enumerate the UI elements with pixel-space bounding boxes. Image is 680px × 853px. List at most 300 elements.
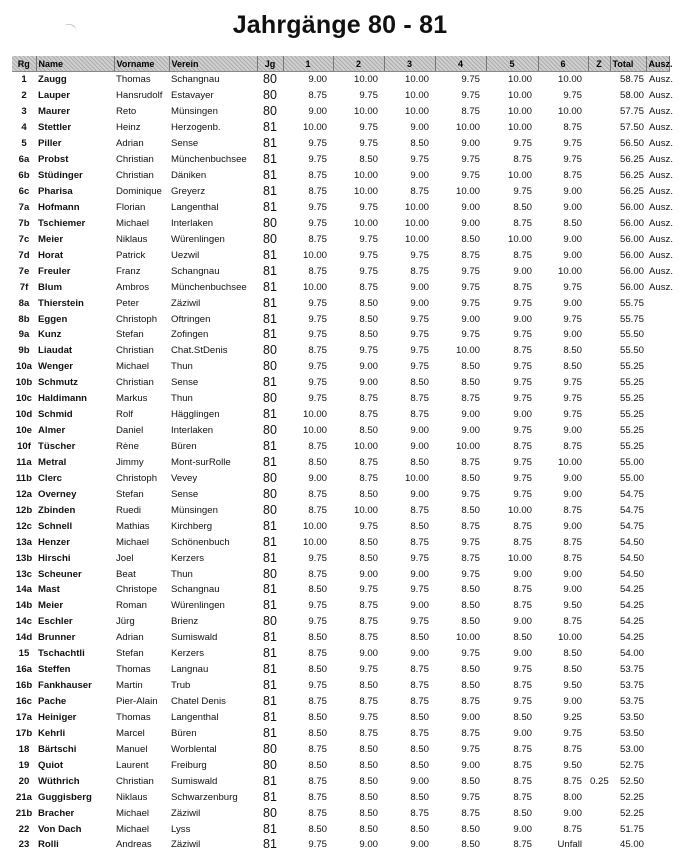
rank-cell: 20 — [18, 775, 30, 787]
shot-3-cell: 9.75 — [410, 584, 429, 596]
shot-6-cell: 9.25 — [563, 711, 582, 723]
header-shot-3: 3 — [384, 56, 435, 72]
shot-6-cell: 9.75 — [563, 409, 582, 421]
club-cell: Interlaken — [171, 425, 214, 437]
award-cell — [646, 646, 669, 662]
shot-4-cell: 8.50 — [461, 680, 480, 692]
award-cell — [646, 566, 669, 582]
total-cell: 54.25 — [619, 632, 644, 644]
shot-4-cell: 9.75 — [461, 536, 480, 548]
shot-3-cell: 9.75 — [410, 361, 429, 373]
table-row — [12, 391, 669, 407]
shot-1-cell: 9.75 — [308, 217, 327, 229]
shot-1-cell: 9.75 — [308, 313, 327, 325]
shot-1-cell: 10.00 — [302, 425, 327, 437]
shot-3-cell: 8.50 — [410, 520, 429, 532]
shot-2-cell: 10.00 — [353, 217, 378, 229]
rank-cell: 6a — [18, 154, 30, 166]
name-cell: Thierstein — [38, 297, 84, 309]
shot-2-cell: 8.75 — [359, 600, 378, 612]
shot-1-cell: 8.75 — [308, 504, 327, 516]
award-cell: Ausz. — [649, 186, 673, 198]
table-row — [12, 598, 669, 614]
award-cell: Ausz. — [649, 233, 673, 245]
shot-1-cell: 8.75 — [308, 233, 327, 245]
firstname-cell: Hansrudolf — [116, 90, 163, 102]
shot-5-cell: 9.75 — [513, 696, 532, 708]
club-cell: Kirchberg — [171, 520, 213, 532]
club-cell: Zäziwil — [171, 807, 201, 819]
rank-cell: 10e — [15, 425, 32, 437]
total-cell: 54.75 — [619, 520, 644, 532]
shot-3-cell: 8.75 — [410, 680, 429, 692]
rank-cell: 13c — [15, 568, 32, 580]
year-cell: 81 — [263, 247, 277, 262]
year-cell: 80 — [263, 566, 277, 581]
header-shot-5: 5 — [486, 56, 538, 72]
shot-4-cell: 9.00 — [461, 138, 480, 150]
year-cell: 80 — [263, 470, 277, 485]
award-cell — [646, 534, 669, 550]
total-cell: 55.25 — [619, 441, 644, 453]
shot-6-cell: 8.50 — [563, 664, 582, 676]
shot-3-cell: 10.00 — [404, 90, 429, 102]
club-cell: Langenthal — [171, 201, 219, 213]
year-cell: 81 — [263, 199, 277, 214]
shot-4-cell: 9.75 — [461, 743, 480, 755]
firstname-cell: Jimmy — [116, 456, 144, 468]
club-cell: Schangnau — [171, 74, 220, 86]
table-row — [12, 837, 669, 853]
shot-4-cell: 8.75 — [461, 249, 480, 261]
name-cell: Lauper — [38, 90, 70, 102]
shot-1-cell: 8.75 — [308, 265, 327, 277]
z-cell — [588, 821, 610, 837]
rank-cell: 2 — [21, 90, 27, 102]
shot-4-cell: 8.75 — [461, 106, 480, 118]
shot-5-cell: 8.75 — [513, 345, 532, 357]
rank-cell: 5 — [21, 138, 27, 150]
total-cell: 52.25 — [619, 791, 644, 803]
shot-2-cell: 10.00 — [353, 504, 378, 516]
total-cell: 55.00 — [619, 456, 644, 468]
z-cell — [588, 327, 610, 343]
award-cell: Ausz. — [649, 201, 673, 213]
shot-5-cell: 10.00 — [507, 233, 532, 245]
shot-2-cell: 8.75 — [359, 281, 378, 293]
year-cell: 81 — [263, 582, 277, 597]
name-cell: Probst — [38, 154, 69, 166]
shot-1-cell: 8.50 — [308, 584, 327, 596]
z-cell — [588, 486, 610, 502]
name-cell: Brunner — [38, 632, 76, 644]
shot-5-cell: 9.00 — [513, 313, 532, 325]
firstname-cell: Michael — [116, 536, 150, 548]
shot-5-cell: 9.00 — [513, 727, 532, 739]
shot-5-cell: 9.00 — [513, 265, 532, 277]
shot-4-cell: 9.75 — [461, 74, 480, 86]
award-cell — [646, 837, 669, 853]
year-cell: 81 — [263, 454, 277, 469]
rank-cell: 3 — [21, 106, 27, 118]
shot-5-cell: 8.50 — [513, 807, 532, 819]
total-cell: 53.50 — [619, 711, 644, 723]
z-cell — [588, 311, 610, 327]
shot-4-cell: 8.50 — [461, 504, 480, 516]
shot-6-cell: 9.75 — [563, 90, 582, 102]
total-cell: 55.75 — [619, 313, 644, 325]
shot-4-cell: 9.75 — [461, 265, 480, 277]
table-row — [12, 757, 669, 773]
club-cell: Kerzers — [171, 552, 205, 564]
rank-cell: 7a — [18, 201, 30, 213]
shot-5-cell: 10.00 — [507, 552, 532, 564]
shot-3-cell: 9.75 — [410, 345, 429, 357]
firstname-cell: Laurent — [116, 759, 149, 771]
z-cell — [588, 343, 610, 359]
shot-3-cell: 8.50 — [410, 823, 429, 835]
shot-6-cell: 9.00 — [563, 472, 582, 484]
shot-3-cell: 10.00 — [404, 472, 429, 484]
rank-cell: 12a — [15, 488, 32, 500]
club-cell: Langnau — [171, 664, 209, 676]
total-cell: 51.75 — [619, 823, 644, 835]
award-cell: Ausz. — [649, 217, 673, 229]
shot-4-cell: 8.50 — [461, 775, 480, 787]
shot-5-cell: 9.75 — [513, 456, 532, 468]
award-cell — [646, 391, 669, 407]
shot-6-cell: 9.00 — [563, 425, 582, 437]
shot-3-cell: 9.75 — [410, 552, 429, 564]
name-cell: Schmid — [38, 409, 73, 421]
shot-4-cell: 8.75 — [461, 807, 480, 819]
rank-cell: 17b — [15, 727, 33, 739]
award-cell — [646, 710, 669, 726]
rank-cell: 16a — [15, 664, 32, 676]
year-cell: 80 — [263, 805, 277, 820]
shot-6-cell: 8.00 — [563, 791, 582, 803]
club-cell: Schangnau — [171, 584, 220, 596]
club-cell: Würenlingen — [171, 600, 225, 612]
shot-3-cell: 9.00 — [410, 425, 429, 437]
shot-3-cell: 8.75 — [410, 727, 429, 739]
year-cell: 81 — [263, 646, 277, 661]
shot-5-cell: 8.75 — [513, 281, 532, 293]
table-row — [12, 741, 669, 757]
rank-cell: 14d — [15, 632, 33, 644]
shot-6-cell: 9.00 — [563, 520, 582, 532]
name-cell: Kunz — [38, 329, 62, 341]
total-cell: 54.50 — [619, 552, 644, 564]
table-row — [12, 502, 669, 518]
name-cell: Freuler — [38, 265, 71, 277]
rank-cell: 7c — [18, 233, 30, 245]
shot-1-cell: 9.75 — [308, 600, 327, 612]
year-cell: 81 — [263, 598, 277, 613]
table-row — [12, 88, 669, 104]
firstname-cell: Michael — [116, 807, 150, 819]
shot-6-cell: 8.75 — [563, 122, 582, 134]
shot-5-cell: 8.75 — [513, 154, 532, 166]
shot-2-cell: 8.75 — [359, 393, 378, 405]
year-cell: 80 — [263, 231, 277, 246]
rank-cell: 16c — [15, 696, 32, 708]
shot-3-cell: 9.75 — [410, 329, 429, 341]
z-cell — [588, 104, 610, 120]
shot-6-cell: 9.00 — [563, 249, 582, 261]
shot-2-cell: 9.00 — [359, 361, 378, 373]
shot-6-cell: 8.50 — [563, 345, 582, 357]
rank-cell: 7f — [19, 281, 29, 293]
table-row — [12, 805, 669, 821]
z-cell — [588, 550, 610, 566]
award-cell — [646, 518, 669, 534]
table-row — [12, 614, 669, 630]
z-cell — [588, 614, 610, 630]
shot-4-cell: 9.00 — [461, 425, 480, 437]
shot-4-cell: 9.75 — [461, 170, 480, 182]
table-row — [12, 455, 669, 471]
firstname-cell: Andreas — [116, 839, 152, 851]
rank-cell: 12c — [15, 520, 32, 532]
award-cell — [646, 550, 669, 566]
header-shot-2: 2 — [333, 56, 384, 72]
z-cell — [588, 566, 610, 582]
shot-2-cell: 8.50 — [359, 536, 378, 548]
rank-cell: 13b — [15, 552, 33, 564]
club-cell: Worblental — [171, 743, 217, 755]
total-cell: 56.25 — [619, 170, 644, 182]
shot-4-cell: 9.00 — [461, 409, 480, 421]
shot-1-cell: 8.75 — [308, 90, 327, 102]
table-row — [12, 518, 669, 534]
shot-3-cell: 8.50 — [410, 377, 429, 389]
total-cell: 54.25 — [619, 584, 644, 596]
z-cell — [588, 120, 610, 136]
shot-3-cell: 8.50 — [410, 791, 429, 803]
table-row — [12, 694, 669, 710]
shot-2-cell: 9.75 — [359, 711, 378, 723]
club-cell: Sumiswald — [171, 775, 218, 787]
shot-6-cell: 8.75 — [563, 743, 582, 755]
shot-1-cell: 9.75 — [308, 154, 327, 166]
total-cell: 53.75 — [619, 696, 644, 708]
shot-3-cell: 8.50 — [410, 456, 429, 468]
shot-1-cell: 9.00 — [308, 472, 327, 484]
shot-1-cell: 8.50 — [308, 664, 327, 676]
table-row — [12, 311, 669, 327]
shot-2-cell: 8.50 — [359, 425, 378, 437]
name-cell: Eschler — [38, 616, 73, 628]
rank-cell: 19 — [18, 759, 30, 771]
rank-cell: 11b — [15, 472, 32, 484]
shot-6-cell: 9.75 — [563, 393, 582, 405]
shot-2-cell: 8.75 — [359, 632, 378, 644]
header-shot-6: 6 — [538, 56, 588, 72]
shot-3-cell: 9.00 — [410, 648, 429, 660]
shot-4-cell: 8.75 — [461, 552, 480, 564]
shot-4-cell: 9.75 — [461, 488, 480, 500]
award-cell — [646, 359, 669, 375]
award-cell — [646, 773, 669, 789]
z-cell — [588, 72, 610, 88]
name-cell: Guggisberg — [38, 791, 92, 803]
shot-5-cell: 8.75 — [513, 791, 532, 803]
shot-6-cell: 9.75 — [563, 138, 582, 150]
total-cell: 56.00 — [619, 233, 644, 245]
award-cell — [646, 582, 669, 598]
shot-1-cell: 9.75 — [308, 138, 327, 150]
shot-4-cell: 9.75 — [461, 568, 480, 580]
header-rg: Rg — [12, 56, 36, 72]
shot-2-cell: 8.50 — [359, 823, 378, 835]
table-row — [12, 423, 669, 439]
shot-1-cell: 8.50 — [308, 456, 327, 468]
award-cell: Ausz. — [649, 90, 673, 102]
shot-2-cell: 8.50 — [359, 791, 378, 803]
total-cell: 55.75 — [619, 297, 644, 309]
shot-1-cell: 8.75 — [308, 775, 327, 787]
z-cell — [588, 534, 610, 550]
z-cell — [588, 152, 610, 168]
table-row — [12, 136, 669, 152]
total-cell: 56.00 — [619, 281, 644, 293]
shot-5-cell: 8.75 — [513, 584, 532, 596]
firstname-cell: Adrian — [116, 632, 144, 644]
club-cell: Lyss — [171, 823, 191, 835]
rank-cell: 15 — [18, 648, 30, 660]
shot-5-cell: 8.50 — [513, 632, 532, 644]
name-cell: Liaudat — [38, 345, 73, 357]
award-cell: Ausz. — [649, 154, 673, 166]
total-cell: 57.75 — [619, 106, 644, 118]
shot-4-cell: 9.75 — [461, 297, 480, 309]
shot-3-cell: 8.75 — [410, 664, 429, 676]
club-cell: Chatel Denis — [171, 696, 226, 708]
z-cell — [588, 359, 610, 375]
shot-6-cell: 9.50 — [563, 759, 582, 771]
shot-5-cell: 9.00 — [513, 648, 532, 660]
club-cell: Uezwil — [171, 249, 200, 261]
table-row — [12, 550, 669, 566]
year-cell: 80 — [263, 88, 277, 103]
name-cell: Kehrli — [38, 727, 66, 739]
firstname-cell: Thomas — [116, 664, 151, 676]
firstname-cell: Ruedi — [116, 504, 142, 516]
shot-4-cell: 9.75 — [461, 154, 480, 166]
club-cell: Vevey — [171, 472, 198, 484]
shot-2-cell: 8.75 — [359, 409, 378, 421]
shot-5-cell: 9.75 — [513, 393, 532, 405]
shot-2-cell: 8.50 — [359, 313, 378, 325]
table-row — [12, 582, 669, 598]
shot-6-cell: 9.50 — [563, 680, 582, 692]
firstname-cell: Michael — [116, 823, 150, 835]
club-cell: Kerzers — [171, 648, 205, 660]
shot-1-cell: 9.75 — [308, 680, 327, 692]
total-cell: 55.25 — [619, 409, 644, 421]
shot-3-cell: 8.75 — [410, 536, 429, 548]
award-cell — [646, 423, 669, 439]
shot-4-cell: 8.50 — [461, 664, 480, 676]
z-cell — [588, 678, 610, 694]
z-cell — [588, 247, 610, 263]
z-cell — [588, 646, 610, 662]
award-cell: Ausz. — [649, 106, 673, 118]
shot-6-cell: 9.00 — [563, 488, 582, 500]
total-cell: 56.00 — [619, 265, 644, 277]
table-row — [12, 359, 669, 375]
firstname-cell: Christian — [116, 345, 154, 357]
header-ausz: Ausz. — [646, 56, 669, 72]
firstname-cell: Heinz — [116, 122, 141, 134]
rank-cell: 10d — [15, 409, 33, 421]
shot-4-cell: 8.50 — [461, 616, 480, 628]
firstname-cell: Christoph — [116, 472, 158, 484]
shot-1-cell: 9.75 — [308, 297, 327, 309]
shot-5-cell: 9.00 — [513, 616, 532, 628]
table-row — [12, 247, 669, 263]
shot-1-cell: 10.00 — [302, 536, 327, 548]
shot-5-cell: 9.00 — [513, 823, 532, 835]
shot-2-cell: 9.75 — [359, 345, 378, 357]
shot-3-cell: 9.75 — [410, 616, 429, 628]
rank-cell: 12b — [15, 504, 33, 516]
name-cell: Hirschi — [38, 552, 71, 564]
club-cell: Thun — [171, 568, 193, 580]
z-cell — [588, 279, 610, 295]
z-cell — [588, 470, 610, 486]
total-cell: 52.50 — [619, 775, 644, 787]
z-cell — [588, 598, 610, 614]
shot-4-cell: 8.50 — [461, 584, 480, 596]
shot-2-cell: 9.75 — [359, 520, 378, 532]
year-cell: 81 — [263, 327, 277, 342]
shot-2-cell: 9.75 — [359, 584, 378, 596]
shot-6-cell: 9.00 — [563, 807, 582, 819]
shot-1-cell: 9.00 — [308, 106, 327, 118]
table-row — [12, 486, 669, 502]
shot-5-cell: 8.75 — [513, 441, 532, 453]
shot-3-cell: 9.00 — [410, 441, 429, 453]
shot-1-cell: 8.75 — [308, 186, 327, 198]
shot-3-cell: 8.75 — [410, 409, 429, 421]
club-cell: Sumiswald — [171, 632, 218, 644]
firstname-cell: Rolf — [116, 409, 134, 421]
shot-3-cell: 8.75 — [410, 265, 429, 277]
club-cell: Würenlingen — [171, 233, 225, 245]
z-cell — [588, 200, 610, 216]
shot-4-cell: 9.75 — [461, 791, 480, 803]
year-cell: 81 — [263, 534, 277, 549]
z-cell — [588, 630, 610, 646]
firstname-cell: Peter — [116, 297, 139, 309]
year-cell: 81 — [263, 263, 277, 278]
shot-6-cell: 9.00 — [563, 201, 582, 213]
shot-4-cell: 8.75 — [461, 727, 480, 739]
shot-5-cell: 10.00 — [507, 106, 532, 118]
year-cell: 80 — [263, 391, 277, 406]
club-cell: Sense — [171, 377, 199, 389]
award-cell: Ausz. — [649, 122, 673, 134]
award-cell — [646, 614, 669, 630]
table-row — [12, 343, 669, 359]
shot-4-cell: 9.00 — [461, 711, 480, 723]
club-cell: Münsingen — [171, 106, 218, 118]
shot-4-cell: 10.00 — [455, 441, 480, 453]
rank-cell: 8b — [18, 313, 30, 325]
shot-2-cell: 8.50 — [359, 775, 378, 787]
